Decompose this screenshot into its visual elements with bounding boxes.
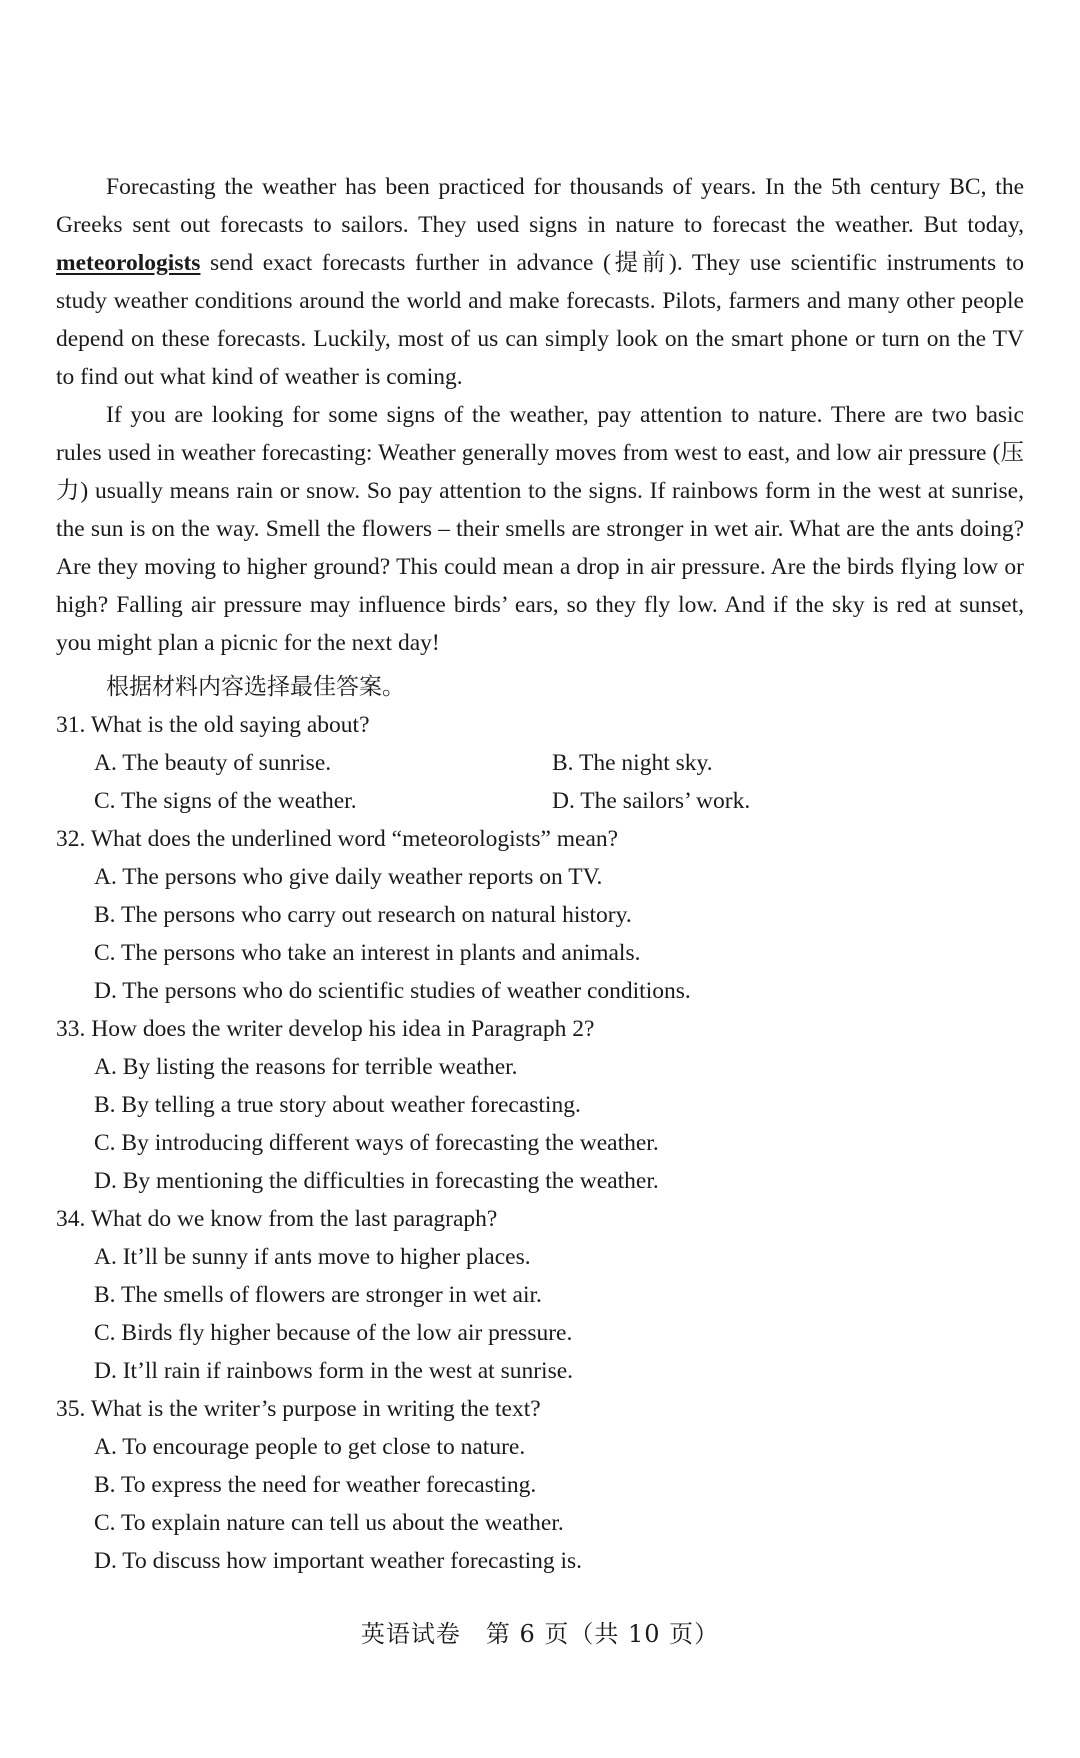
question-stem: 33. How does the writer develop his idea in Paragraph 2?: [56, 1016, 595, 1042]
option-c: C. The signs of the weather.: [94, 788, 357, 814]
option-c: C. The persons who take an interest in plants and animals.: [94, 940, 641, 966]
question-stem: 32. What does the underlined word “meteorologists” mean?: [56, 826, 619, 852]
question-33: [56, 1010, 1024, 1200]
passage-paragraph-2: If you are looking for some signs of the weather, pay attention to nature. There are two basic rules used in weather forecasting: Weather generally moves from west to east, and low air pressure (压力) usually means rain or snow. So pay attention to the signs. If rainbows form in the west at sunrise, the sun is on the way. Smell the flowers – their smells are stronger in wet air. What are the ants doing? Are they moving to higher ground? This could mean a drop in air pressure. Are the birds flying low or high? Falling air pressure may influence birds’ ears, so they fly low. And if the sky is red at sunset, you might plan a picnic for the next day!: [56, 402, 1024, 656]
option-a: A. To encourage people to get close to nature.: [94, 1434, 526, 1460]
question-stem: 34. What do we know from the last paragraph?: [56, 1206, 498, 1232]
option-a: A. The beauty of sunrise.: [94, 750, 332, 776]
page-footer: 英语试卷 第 6 页（共 10 页）: [360, 1620, 720, 1648]
options-grid: [94, 744, 1024, 820]
option-d: D. By mentioning the difficulties in forecasting the weather.: [94, 1168, 659, 1194]
question-stem: 31. What is the old saying about?: [56, 712, 370, 738]
question-stem: 35. What is the writer’s purpose in writing the text?: [56, 1396, 541, 1422]
option-d: D. The sailors’ work.: [552, 788, 751, 814]
options-list: [94, 1238, 1024, 1390]
option-d: D. The persons who do scientific studies of weather conditions.: [94, 978, 691, 1004]
option-b: B. By telling a true story about weather forecasting.: [94, 1092, 581, 1118]
options-list: [94, 1428, 1024, 1580]
option-d: D. It’ll rain if rainbows form in the west at sunrise.: [94, 1358, 574, 1384]
question-34: [56, 1200, 1024, 1390]
question-31: [56, 706, 1024, 820]
underlined-keyword: meteorologists: [56, 250, 201, 276]
option-c: C. By introducing different ways of forecasting the weather.: [94, 1130, 659, 1156]
question-32: [56, 820, 1024, 1010]
option-c: C. Birds fly higher because of the low air pressure.: [94, 1320, 573, 1346]
option-b: B. The night sky.: [552, 750, 713, 776]
options-list: [94, 1048, 1024, 1200]
options-list: [94, 858, 1024, 1010]
option-b: B. The smells of flowers are stronger in wet air.: [94, 1282, 542, 1308]
option-d: D. To discuss how important weather forecasting is.: [94, 1548, 583, 1574]
question-35: [56, 1390, 1024, 1580]
option-a: A. It’ll be sunny if ants move to higher places.: [94, 1244, 531, 1270]
option-b: B. To express the need for weather forecasting.: [94, 1472, 537, 1498]
option-a: A. By listing the reasons for terrible weather.: [94, 1054, 518, 1080]
p1-text-after: send exact forecasts further in advance (提前). They use scientific instruments to study weather conditions around the world and make forecasts. Pilots, farmers and many other people depend on these forecasts. Luckily, most of us can simply look on the smart phone or turn on the TV to find out what kind of weather is coming.: [56, 250, 1024, 390]
option-a: A. The persons who give daily weather reports on TV.: [94, 864, 603, 890]
p1-text-before: Forecasting the weather has been practiced for thousands of years. In the 5th century BC, the Greeks sent out forecasts to sailors. They used signs in nature to forecast the weather. But today,: [56, 174, 1024, 238]
page-content: [56, 168, 1024, 1580]
option-c: C. To explain nature can tell us about the weather.: [94, 1510, 564, 1536]
option-b: B. The persons who carry out research on natural history.: [94, 902, 632, 928]
section-instruction: 根据材料内容选择最佳答案。: [106, 674, 405, 700]
passage-paragraph-1: [56, 168, 1024, 396]
